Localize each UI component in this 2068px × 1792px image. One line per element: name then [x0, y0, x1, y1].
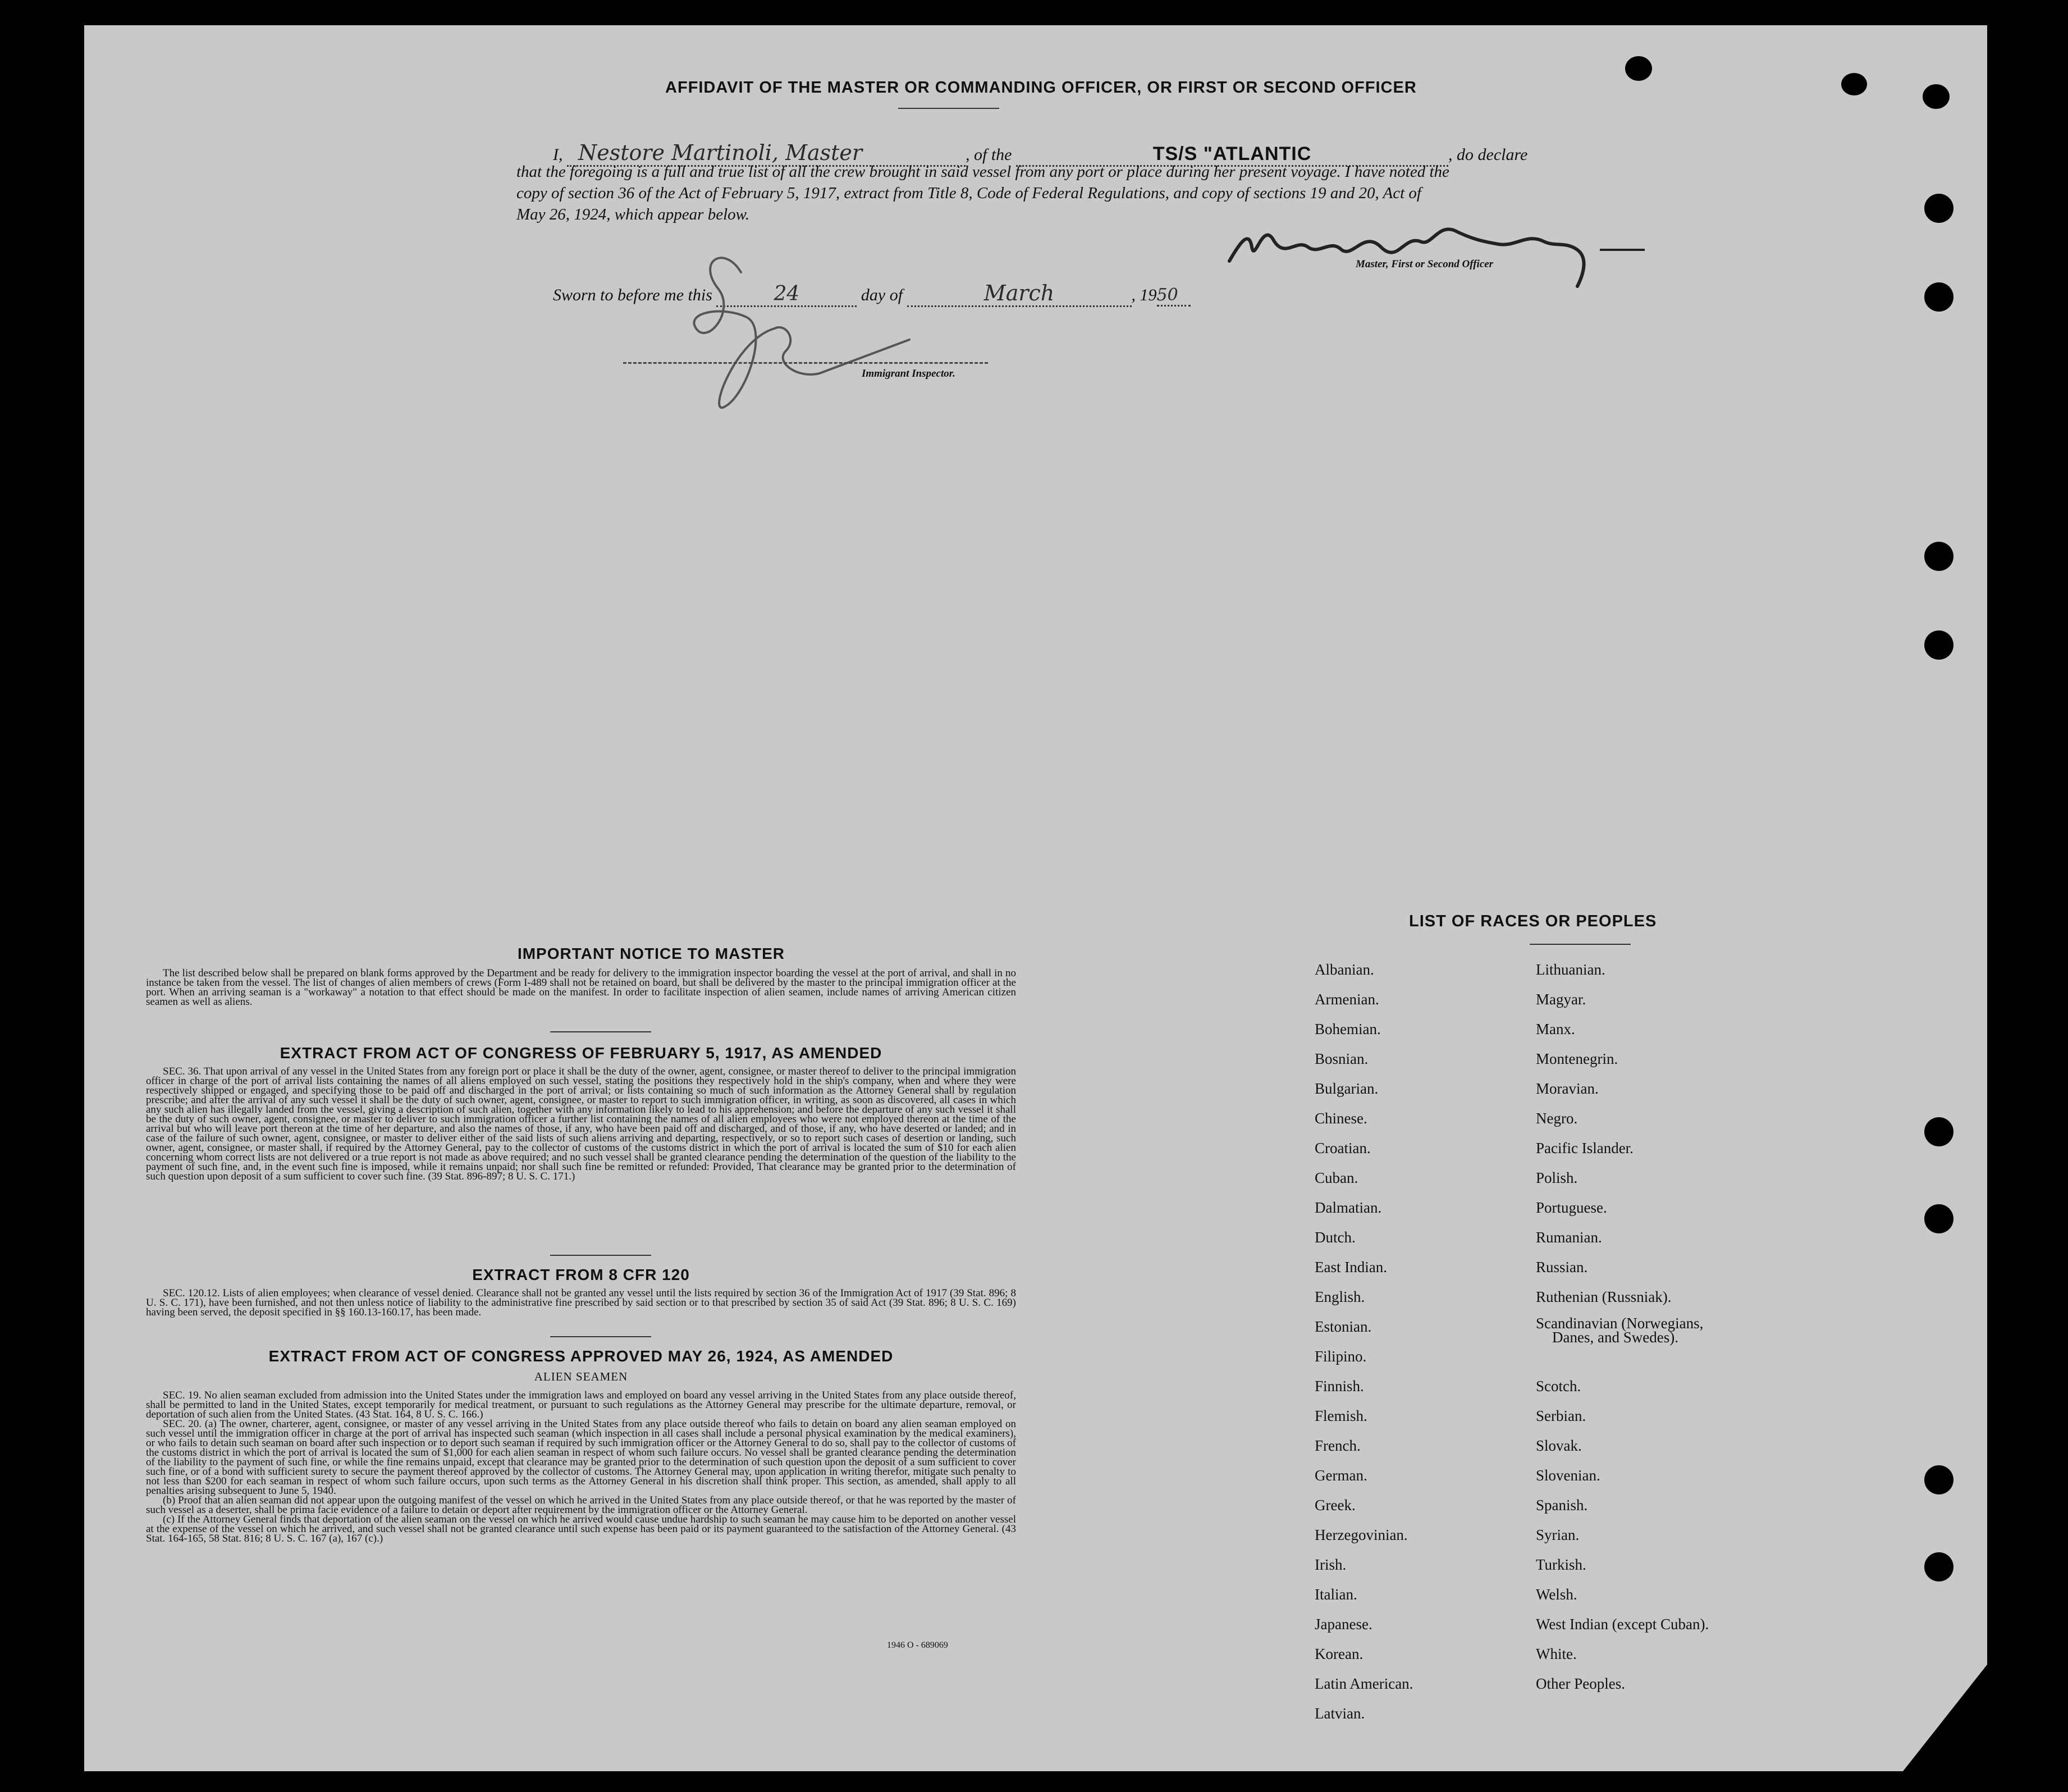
- folded-corner: [1903, 1665, 1987, 1771]
- i-label: I,: [553, 145, 563, 164]
- print-code: 1946 O - 689069: [887, 1640, 948, 1650]
- race-left: Dutch.: [1315, 1229, 1356, 1246]
- punch-hole: [1924, 1465, 1953, 1494]
- race-left: Dalmatian.: [1315, 1199, 1382, 1216]
- punch-hole: [1924, 1552, 1953, 1581]
- race-left: Chinese.: [1315, 1110, 1367, 1127]
- extract-1917-title: EXTRACT FROM ACT OF CONGRESS OF FEBRUARY 5, 1917, AS AMENDED: [280, 1044, 882, 1062]
- punch-hole: [1923, 84, 1950, 109]
- punch-hole: [1924, 282, 1953, 312]
- race-right: Other Peoples.: [1536, 1675, 1625, 1692]
- section-19-text: SEC. 19. No alien seaman excluded from admission into the United States under the immigration laws and employed on board any vessel arriving in the United States from any place outside thereof, shall be permitted to land in the United States, except temporarily for medical treatment, or pursuant to such regulations as the Attorney General may prescribe for the ultimate departure, removal, or deportation of such alien from the United States. (43 Stat. 164, 8 U. S. C. 166.): [146, 1389, 1016, 1420]
- race-left: Korean.: [1315, 1645, 1364, 1662]
- races-title-rule: [1530, 944, 1631, 945]
- day-of-label: day of: [861, 286, 903, 304]
- notice-title: IMPORTANT NOTICE TO MASTER: [517, 945, 785, 962]
- race-left: Armenian.: [1315, 991, 1379, 1008]
- race-right: Turkish.: [1536, 1556, 1586, 1573]
- inspector-rule: [623, 362, 988, 364]
- race-left: Filipino.: [1315, 1348, 1367, 1365]
- race-left: Flemish.: [1315, 1407, 1367, 1424]
- race-left: Italian.: [1315, 1586, 1357, 1603]
- punch-hole: [1924, 1117, 1953, 1146]
- affidavit-line-4: May 26, 1924, which appear below.: [516, 205, 750, 223]
- notice-body: [146, 968, 1016, 1007]
- race-right: Lithuanian.: [1536, 961, 1605, 978]
- punch-hole: [1924, 194, 1953, 223]
- race-left: East Indian.: [1315, 1259, 1387, 1276]
- divider: [550, 1031, 651, 1032]
- race-right: Montenegrin.: [1536, 1050, 1618, 1067]
- race-right: Polish.: [1536, 1169, 1578, 1186]
- affidavit-line-2: that the foregoing is a full and true list of all the crew brought in said vessel from any port or place during her present voyage. I have noted the: [516, 163, 1449, 181]
- month-field: March: [907, 281, 1132, 307]
- race-right: Serbian.: [1536, 1407, 1586, 1424]
- race-right: Syrian.: [1536, 1526, 1580, 1543]
- document-sheet: [84, 25, 1987, 1771]
- race-left: Greek.: [1315, 1497, 1356, 1514]
- affidavit-title: AFFIDAVIT OF THE MASTER OR COMMANDING OFFICER, OR FIRST OR SECOND OFFICER: [665, 79, 1417, 97]
- punch-hole: [1924, 630, 1953, 660]
- race-right: Spanish.: [1536, 1497, 1588, 1514]
- race-right: Manx.: [1536, 1021, 1575, 1037]
- race-right: Magyar.: [1536, 991, 1586, 1008]
- race-left: English.: [1315, 1288, 1365, 1305]
- race-right: Portuguese.: [1536, 1199, 1607, 1216]
- race-left: Cuban.: [1315, 1169, 1358, 1186]
- race-left: Bulgarian.: [1315, 1080, 1379, 1097]
- vessel-name: TS/S "ATLANTIC: [1152, 143, 1312, 164]
- extract-cfr-body: [146, 1288, 1016, 1317]
- race-right: White.: [1536, 1645, 1577, 1662]
- master-name-field: Nestore Martinoli, Master: [567, 140, 966, 167]
- race-left: Bosnian.: [1315, 1050, 1369, 1067]
- race-right: Ruthenian (Russniak).: [1536, 1288, 1672, 1305]
- inspector-signature: [674, 239, 988, 429]
- section-36-text: SEC. 36. That upon arrival of any vessel in the United States from any foreign port or place it shall be the duty of the owner, agent, consignee, or master thereof to deliver to the principal immigration officer in charge of the port of arrival lists containing the names of all aliens employed on such vessel, stating the positions they respectively hold in the ship's company, when and where they were respectively shipped or engaged, and specifying those to be paid off and discharged in the port of arrival; or lists containing so much of such information as the Attorney General shall by regulation prescribe; and after the arrival of any such vessel it shall be the duty of such owner, agent, consignee, or master to report to such immigration officer, in writing, as soon as discovered, all cases in which any such alien has illegally landed from the vessel, giving a description of such alien, together with any information likely to lead to his apprehension; and before the departure of any such vessel it shall be the duty of such owner, agent, consignee, or master to deliver to such immigration officer a further list containing the names of all alien employees who were not employed thereon at the time of the arrival but who will leave port thereon at the time of her departure, and also the names of those, if any, who have been paid off and discharged, and of those, if any, who have deserted or landed; and in case of the failure of such owner, agent, consignee, or master to deliver either of the said lists of such aliens arriving and departing, respectively, or so to report such cases of desertion or landing, such owner, agent, consignee, or master shall, if required by the Attorney General, pay to the collector of customs of the customs district in which the port of arrival is located the sum of $10 for each alien concerning whom correct lists are not delivered or a true report is not made as above required; and no such vessel shall be granted clearance pending the determination of the question of the liability to the payment of such fine, and, in the event such fine is imposed, while it remains unpaid; nor shall such fine be remitted or refunded: Provided, That clearance may be granted prior to the determination of such question upon deposit of a sum sufficient to cover such fine. (39 Stat. 896-897; 8 U. S. C. 171.): [146, 1066, 1016, 1182]
- race-right: Moravian.: [1536, 1080, 1599, 1097]
- race-left: Latvian.: [1315, 1705, 1365, 1722]
- race-left: Estonian.: [1315, 1318, 1372, 1335]
- punch-hole: [1841, 73, 1867, 95]
- extract-1924-title: EXTRACT FROM ACT OF CONGRESS APPROVED MAY 26, 1924, AS AMENDED: [268, 1347, 894, 1365]
- section-20c-text: (c) If the Attorney General finds that deportation of the alien seaman on the vessel on which he arrived would cause undue hardship to such seaman he may cause him to be deported on another vessel at the expense of the vessel on which he arrived, and such vessel shall not be granted clearance until such expense has been paid or its payment guaranteed to the satisfaction of the Attorney General. (43 Stat. 164-165, 58 Stat. 816; 8 U. S. C. 167 (a), 167 (c).): [146, 1514, 1016, 1544]
- races-title: LIST OF RACES OR PEOPLES: [1409, 912, 1657, 930]
- divider: [550, 1255, 651, 1256]
- race-left: Croatian.: [1315, 1140, 1371, 1156]
- race-right: Slovenian.: [1536, 1467, 1600, 1484]
- do-declare-label: , do declare: [1448, 145, 1528, 164]
- notice-text: The list described below shall be prepared on blank forms approved by the Department and be ready for delivery to the immigration inspector boarding the vessel at the port of arrival, and shall in no instance be taken from the vessel. The list of changes of alien members of crews (Form I-489 shall not be retained on board, but shall be delivered by the master to the principal immigration officer at the port. When an arriving seaman is a "workaway" a notation to that effect should be made on the manifest. In order to facilitate inspection of alien seamen, include names of arriving American citizen seamen as well as aliens.: [146, 967, 1016, 1008]
- inspector-caption: Immigrant Inspector.: [862, 368, 955, 380]
- divider: [550, 1336, 651, 1337]
- title-rule: [898, 108, 999, 109]
- affidavit-line-3: copy of section 36 of the Act of February 5, 1917, extract from Title 8, Code of Federal Regulations, and copy of sections 19 and 20, Act of: [516, 184, 1421, 202]
- race-left: French.: [1315, 1437, 1361, 1454]
- master-signature: [1218, 208, 1656, 292]
- race-right: Welsh.: [1536, 1586, 1577, 1603]
- alien-seamen-subtitle: ALIEN SEAMEN: [534, 1370, 628, 1383]
- extract-1924-body: [146, 1391, 1016, 1543]
- race-left: Albanian.: [1315, 961, 1374, 978]
- race-right: Negro.: [1536, 1110, 1578, 1127]
- day-field: 24: [716, 282, 857, 307]
- race-left: German.: [1315, 1467, 1367, 1484]
- section-120-text: SEC. 120.12. Lists of alien employees; when clearance of vessel denied. Clearance shall not be granted any vessel until the lists required by section 36 of the Immigration Act of 1917 (39 Stat. 896; 8 U. S. C. 171), have been furnished, and not then unless notice of liability to the administrative fine prescribed by said section or to that prescribed by section 35 of said Act (39 Stat. 896; 8 U. S. C. 169) having been served, the deposit specified in §§ 160.13-160.17, has been made.: [146, 1287, 1016, 1318]
- race-right: Scandinavian (Norwegians,: [1536, 1315, 1704, 1332]
- punch-hole: [1924, 542, 1953, 571]
- punch-hole: [1625, 56, 1652, 81]
- race-left: Latin American.: [1315, 1675, 1413, 1692]
- sworn-label: Sworn to before me this: [553, 286, 712, 304]
- section-20a-text: SEC. 20. (a) The owner, charterer, agent, consignee, or master of any vessel arriving in the United States from any place outside thereof who fails to detain on board any alien seaman employed on such vessel until the immigration officer in charge at the port of arrival has inspected such seaman (which inspection in all cases shall include a personal physical examination by the medical examiners), or who fails to detain such seaman on board after such inspection or to deport such seaman if required by such immigration officer or the Attorney General to do so, shall pay to the collector of customs of the customs district in which the port of arrival is located the sum of $1,000 for each alien seaman in respect of whom such failure occurs. No vessel shall be granted clearance pending the determination of the liability to the payment of such fine, or while the fine remains unpaid, except that clearance may be granted prior to the determination of such question upon the deposit of a sum sufficient to cover such fine, or of a bond with sufficient surety to secure the payment thereof approved by the collector of customs. The Attorney General may, upon application in writing therefor, mitigate such penalty to not less than $200 for each seaman in respect of whom such failure occurs, upon such terms as the Attorney General in his discretion shall think proper. This section, as amended, shall apply to all penalties arising subsequent to June 5, 1940.: [146, 1418, 1016, 1497]
- race-right: Rumanian.: [1536, 1229, 1602, 1246]
- extract-cfr-title: EXTRACT FROM 8 CFR 120: [472, 1266, 690, 1283]
- extract-1917-body: [146, 1067, 1016, 1181]
- race-right: Russian.: [1536, 1259, 1588, 1276]
- of-the-label: , of the: [966, 145, 1012, 164]
- race-left: Japanese.: [1315, 1616, 1372, 1633]
- year-field: 50: [1157, 285, 1191, 307]
- race-right: Slovak.: [1536, 1437, 1582, 1454]
- race-left: Bohemian.: [1315, 1021, 1381, 1037]
- race-left: Herzegovinian.: [1315, 1526, 1408, 1543]
- punch-hole: [1924, 1204, 1953, 1233]
- section-20b-text: (b) Proof that an alien seaman did not appear upon the outgoing manifest of the vessel on which he arrived in the United States from any place outside thereof, or that he was reported by the master of such vessel as a deserter, shall be prima facie evidence of a failure to detain or deport after requirement by the immigration officer or the Attorney General.: [146, 1494, 1016, 1516]
- race-left: Irish.: [1315, 1556, 1347, 1573]
- master-signature-caption: Master, First or Second Officer: [1356, 258, 1494, 270]
- year-prefix: , 19: [1131, 286, 1157, 304]
- race-right: Pacific Islander.: [1536, 1140, 1634, 1156]
- race-left: Finnish.: [1315, 1378, 1364, 1395]
- race-right: Scotch.: [1536, 1378, 1581, 1395]
- race-right: Danes, and Swedes).: [1552, 1329, 1678, 1346]
- race-right: West Indian (except Cuban).: [1536, 1616, 1709, 1633]
